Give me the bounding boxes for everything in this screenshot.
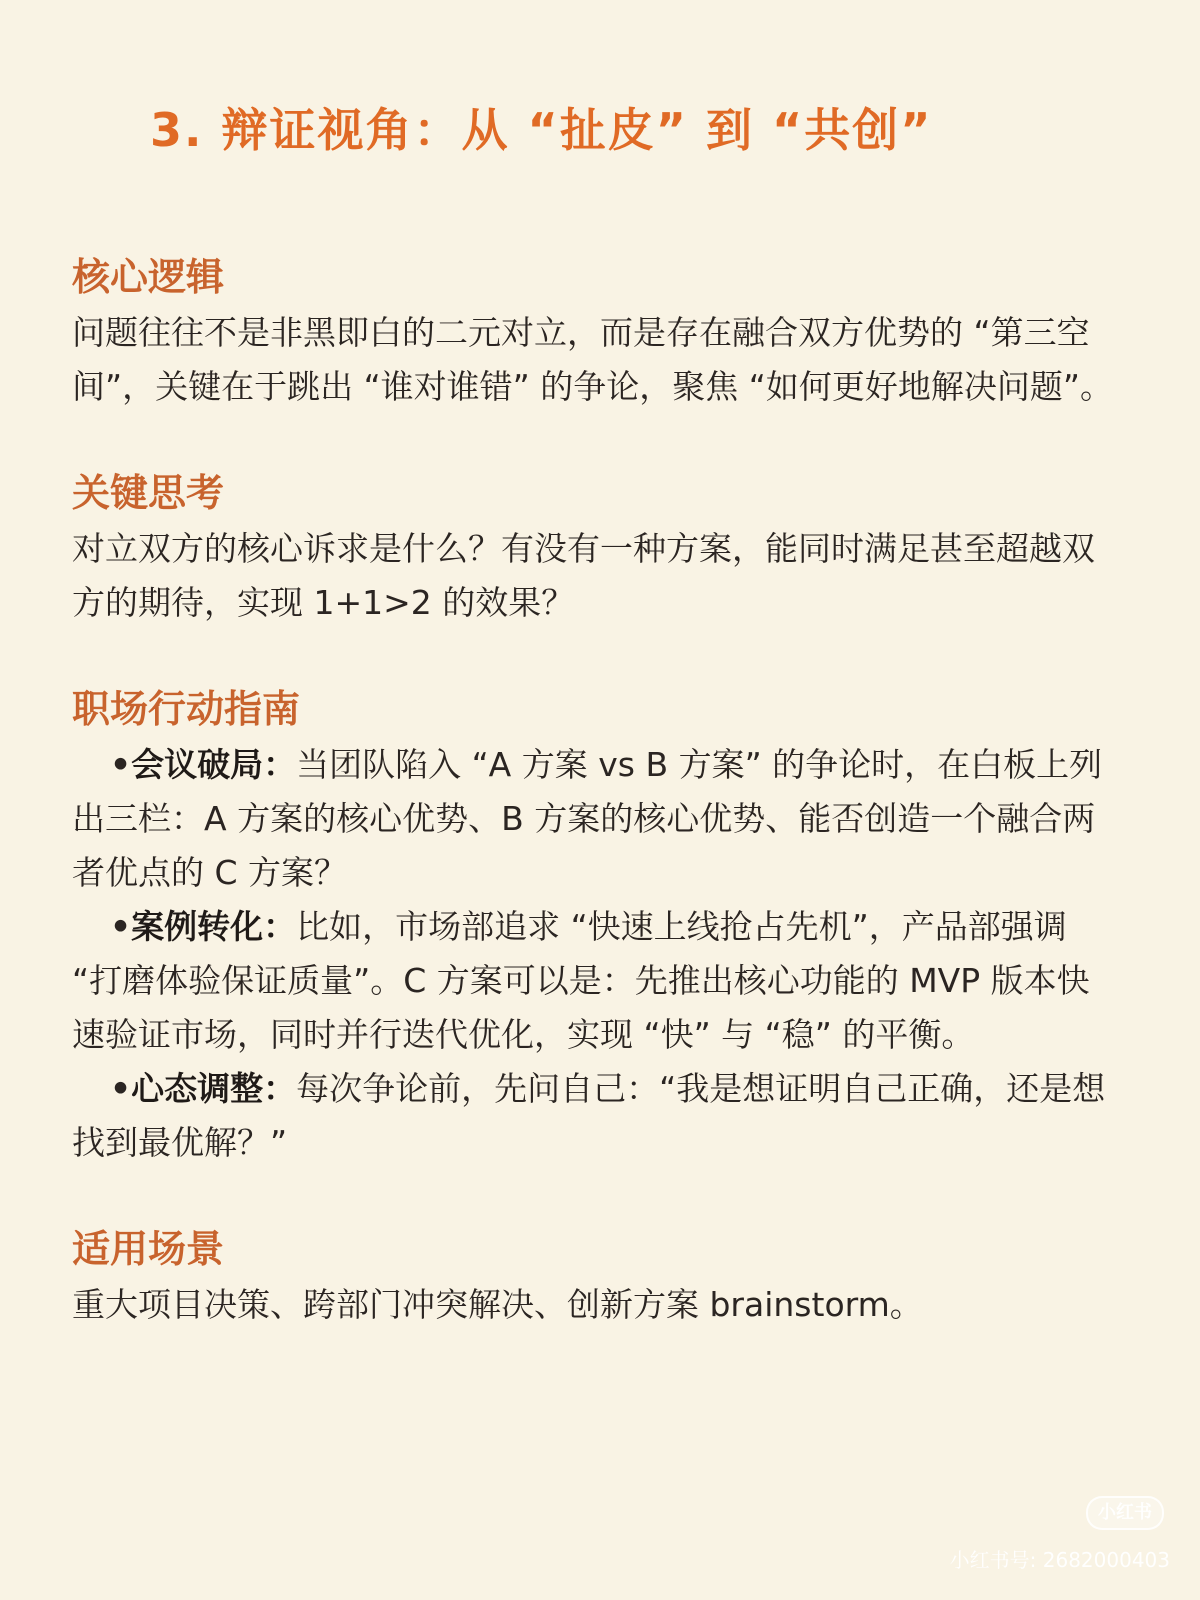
section-scenarios bbox=[72, 1224, 1128, 1332]
section-heading: 职场行动指南 bbox=[72, 687, 301, 731]
bullet-label: 案例转化： bbox=[131, 907, 297, 946]
bullet-label: 会议破局： bbox=[131, 745, 297, 784]
section-action-guide bbox=[72, 684, 1128, 1170]
bullet-dot-icon: • bbox=[110, 1069, 132, 1108]
bullet-text: 比如，市场部追求 “快速上线抢占先机”，产品部强调 “打磨体验保证质量”。C 方案可以是：先推出核心功能的 MVP 版本快速验证市场，同时并行迭代优化，实现 “快” 与 “稳” 的平衡。 bbox=[72, 907, 1090, 1054]
page-title: 3. 辩证视角：从 “扯皮” 到 “共创” bbox=[150, 103, 933, 157]
section-core-logic bbox=[72, 252, 1128, 414]
section-body: 问题往往不是非黑即白的二元对立，而是存在融合双方优势的 “第三空间”，关键在于跳出 “谁对谁错” 的争论，聚焦 “如何更好地解决问题”。 bbox=[72, 313, 1113, 406]
bullet-dot-icon: • bbox=[110, 907, 132, 946]
bullet-label: 心态调整： bbox=[131, 1069, 297, 1108]
bullet-item bbox=[72, 1062, 1122, 1170]
bullet-item bbox=[72, 900, 1122, 1062]
section-body: 重大项目决策、跨部门冲突解决、创新方案 brainstorm。 bbox=[72, 1285, 923, 1324]
section-heading: 关键思考 bbox=[72, 471, 225, 515]
bullet-text: 当团队陷入 “A 方案 vs B 方案” 的争论时，在白板上列出三栏：A 方案的核心优势、B 方案的核心优势、能否创造一个融合两者优点的 C 方案？ bbox=[72, 745, 1103, 892]
section-key-thinking bbox=[72, 468, 1128, 630]
section-body: 对立双方的核心诉求是什么？有没有一种方案，能同时满足甚至超越双方的期待，实现 1+1>2 的效果？ bbox=[72, 529, 1095, 622]
section-heading: 适用场景 bbox=[72, 1227, 225, 1271]
bullet-text: 每次争论前，先问自己：“我是想证明自己正确，还是想找到最优解？” bbox=[72, 1069, 1106, 1162]
watermark-logo: 小红书 bbox=[1086, 1496, 1164, 1530]
bullet-item bbox=[72, 738, 1122, 900]
section-heading: 核心逻辑 bbox=[72, 255, 225, 299]
bullet-dot-icon: • bbox=[110, 745, 132, 784]
watermark-id: 小红书号: 2682000403 bbox=[949, 1548, 1170, 1572]
